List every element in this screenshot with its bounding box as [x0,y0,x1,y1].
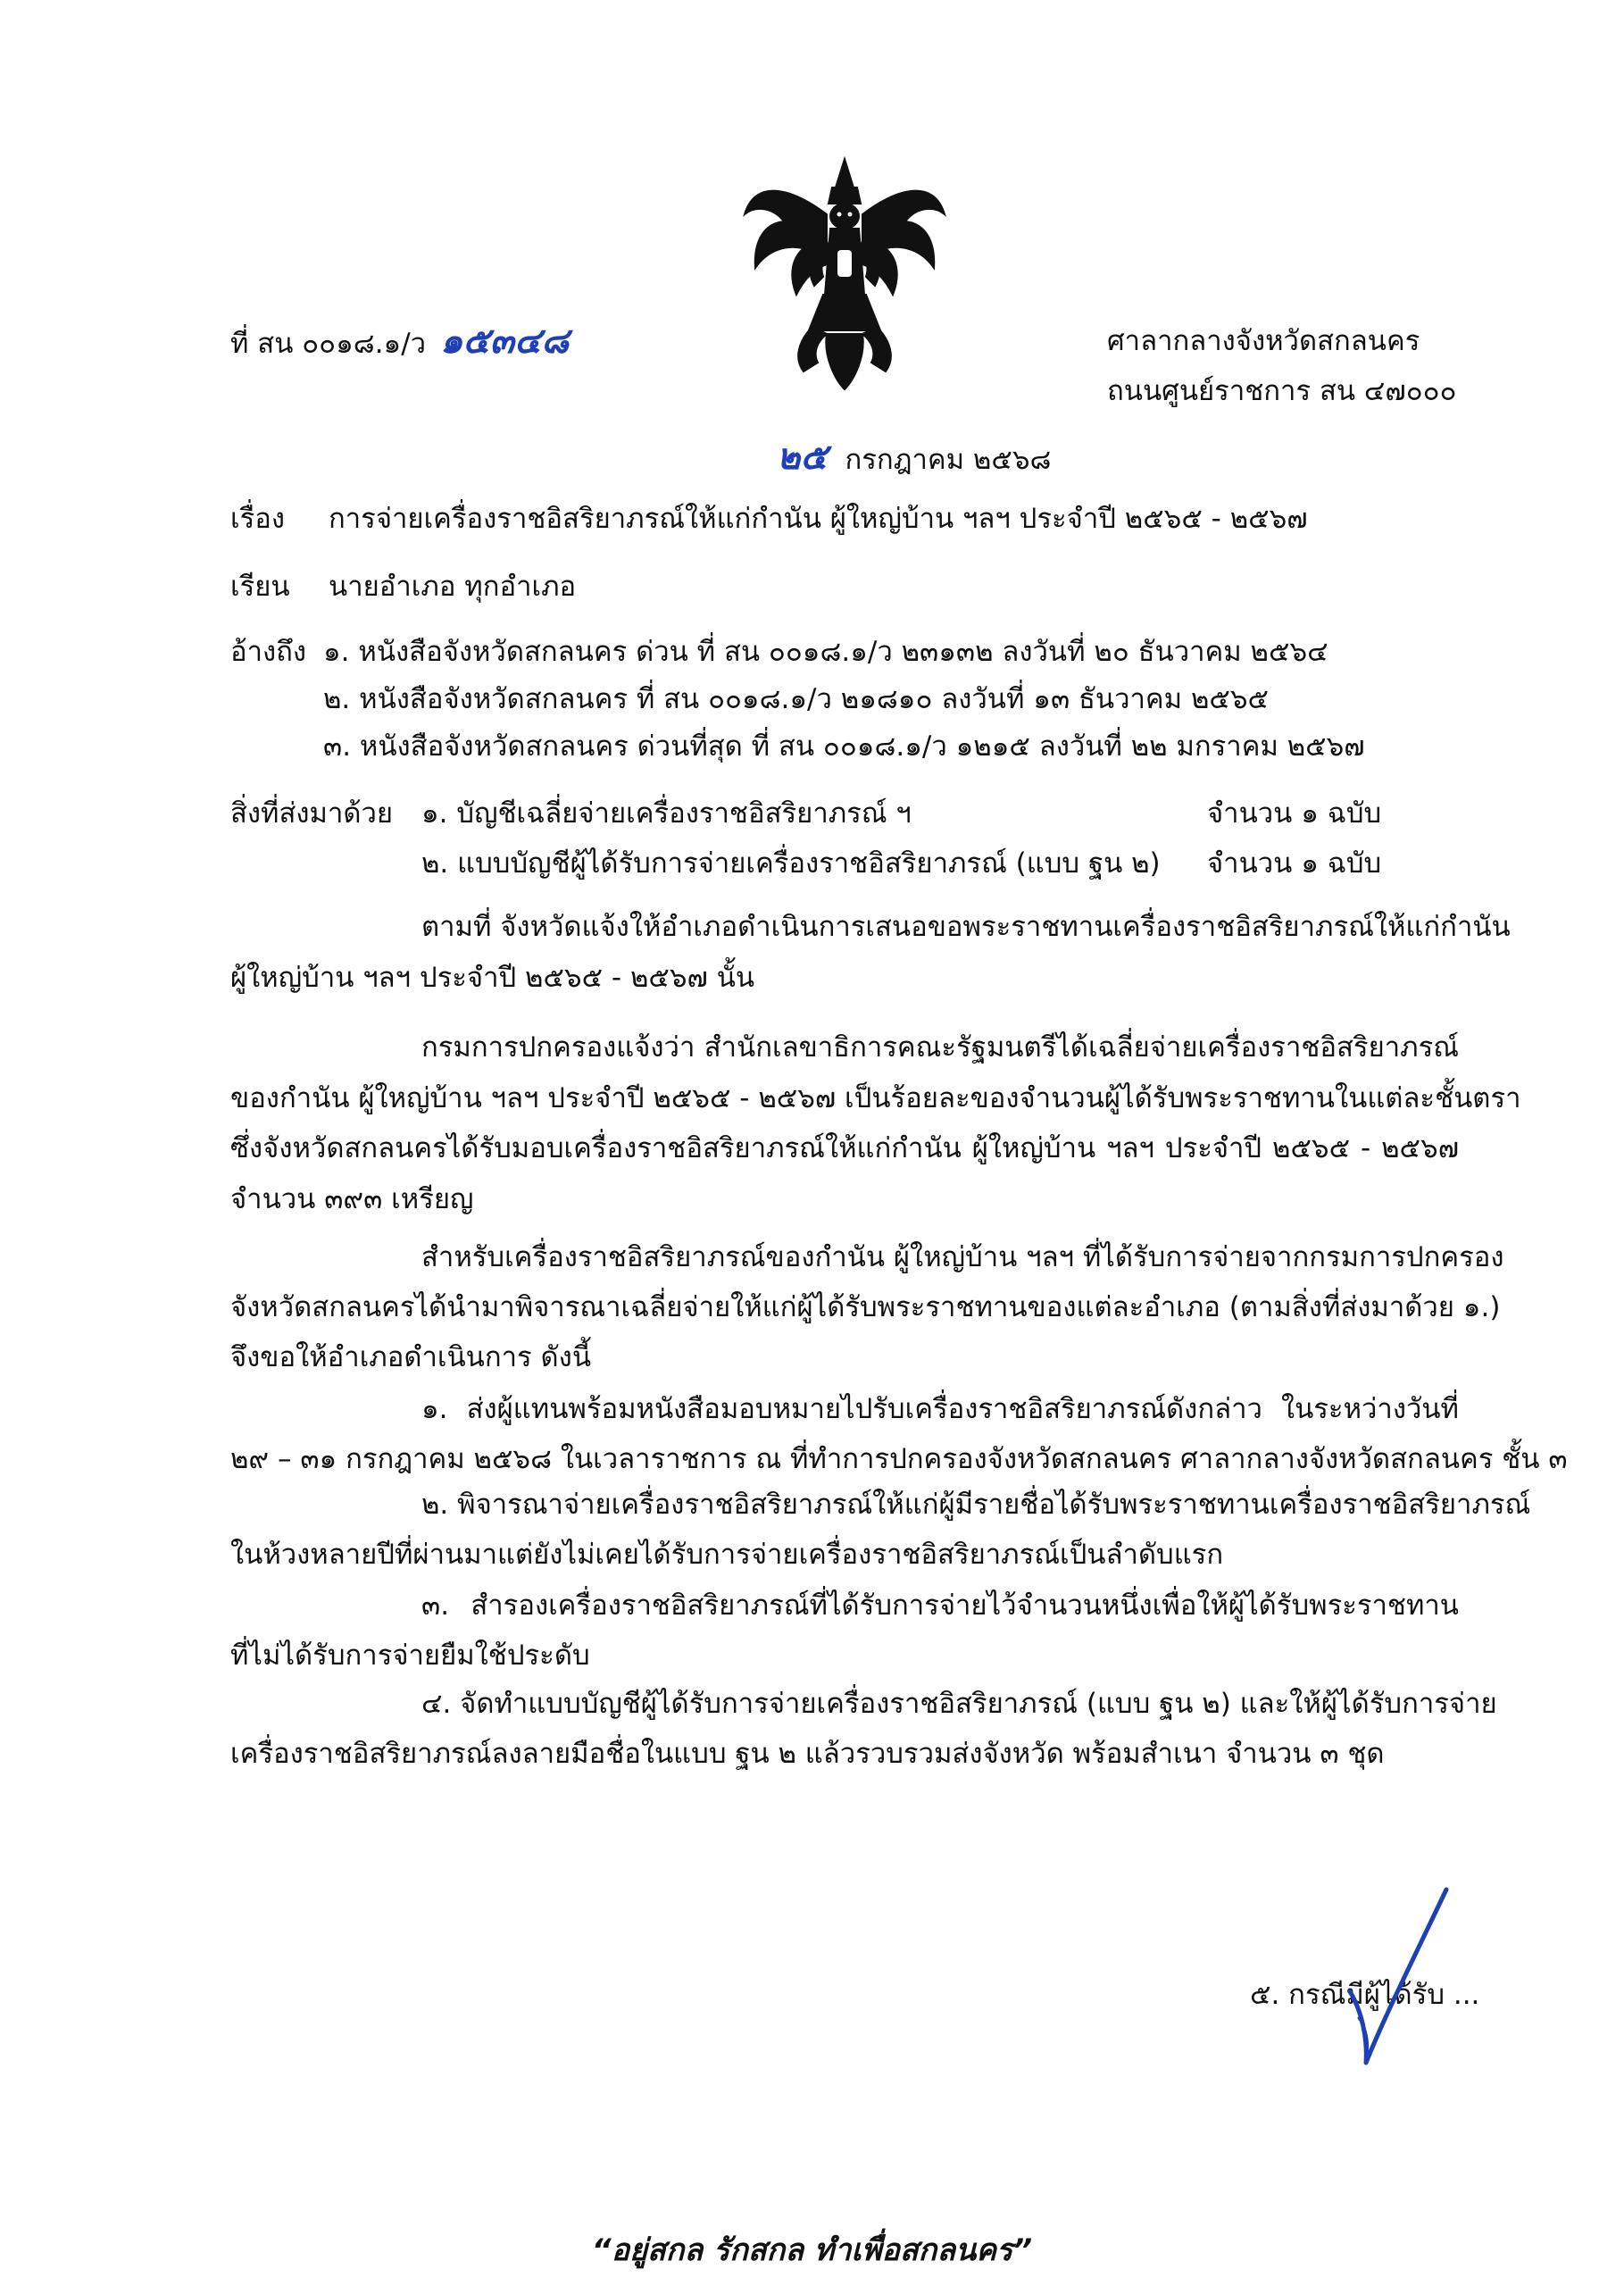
document-date [777,436,1051,479]
enclosure-item: ๒. แบบบัญชีผู้ได้รับการจ่ายเครื่องราชอิสริยาภรณ์ (แบบ ฐน ๒) [421,847,1161,880]
reference-item: ๒. หนังสือจังหวัดสกลนคร ที่ สน ๐๐๑๘.๑/ว ๒๑๘๑๐ ลงวันที่ ๑๓ ธันวาคม ๒๕๖๕ [323,683,1269,715]
handwritten-date-day: ๒๕ [777,436,828,478]
reference-item: ๑. หนังสือจังหวัดสกลนคร ด่วน ที่ สน ๐๐๑๘.๑/ว ๒๓๑๓๒ ลงวันที่ ๒๐ ธันวาคม ๒๕๖๔ [323,636,1328,668]
list-item-line: ๓. สำรองเครื่องราชอิสริยาภรณ์ที่ได้รับการจ่ายไว้จำนวนหนึ่งเพื่อให้ผู้ได้รับพระราชทาน [421,1589,1459,1622]
list-item-line: ที่ไม่ได้รับการจ่ายยืมใช้ประดับ [230,1639,590,1672]
date-month-year: กรกฎาคม ๒๕๖๘ [845,444,1052,476]
recipient-label: เรียน [230,571,290,603]
list-item-line: ๑. ส่งผู้แทนพร้อมหนังสือมอบหมายไปรับเครื่องราชอิสริยาภรณ์ดังกล่าว ในระหว่างวันที่ [421,1393,1459,1425]
reference-item: ๓. หนังสือจังหวัดสกลนคร ด่วนที่สุด ที่ สน ๐๐๑๘.๑/ว ๑๒๑๕ ลงวันที่ ๒๒ มกราคม ๒๕๖๗ [323,730,1365,763]
footer-slogan: “อยู่สกล รักสกล ทำเพื่อสกลนคร” [591,2232,1033,2268]
list-item-line: เครื่องราชอิสริยาภรณ์ลงลายมือชื่อในแบบ ฐน ๒ แล้วรวบรวมส่งจังหวัด พร้อมสำเนา จำนวน ๓ ชุด [230,1738,1385,1770]
list-item-line: ๔. จัดทำแบบบัญชีผู้ได้รับการจ่ายเครื่องราชอิสริยาภรณ์ (แบบ ฐน ๒) และให้ผู้ได้รับการจ่าย [421,1688,1497,1720]
document-number-prefix: ที่ สน ๐๐๑๘.๑/ว [230,328,427,360]
enclosure-quantity: จำนวน ๑ ฉบับ [1207,797,1382,830]
references-label: อ้างถึง [230,636,307,668]
paragraph-line: ผู้ใหญ่บ้าน ฯลฯ ประจำปี ๒๕๖๕ - ๒๕๖๗ นั้น [230,962,755,994]
garuda-emblem-icon [737,152,952,393]
paragraph-line: ของกำนัน ผู้ใหญ่บ้าน ฯลฯ ประจำปี ๒๕๖๕ - ๒๕๖๗ เป็นร้อยละของจำนวนผู้ได้รับพระราชทานในแต่ละชั้นตรา [230,1082,1521,1114]
paragraph-line: กรมการปกครองแจ้งว่า สำนักเลขาธิการคณะรัฐมนตรีได้เฉลี่ยจ่ายเครื่องราชอิสริยาภรณ์ [421,1031,1459,1064]
enclosures-label: สิ่งที่ส่งมาด้วย [230,797,394,830]
paragraph-line: สำหรับเครื่องราชอิสริยาภรณ์ของกำนัน ผู้ใหญ่บ้าน ฯลฯ ที่ได้รับการจ่ายจากกรมการปกครอง [421,1241,1504,1273]
handwritten-check-mark-icon [1339,1884,1455,2072]
paragraph-line: ตามที่ จังหวัดแจ้งให้อำเภอดำเนินการเสนอขอพระราชทานเครื่องราชอิสริยาภรณ์ให้แก่กำนัน [421,911,1511,943]
list-item-line: ๒๙ – ๓๑ กรกฎาคม ๒๕๖๘ ในเวลาราชการ ณ ที่ทำการปกครองจังหวัดสกลนคร ศาลากลางจังหวัดสกลนคร ชั้น ๓ [230,1443,1568,1475]
paragraph-line: ซึ่งจังหวัดสกลนครได้รับมอบเครื่องราชอิสริยาภรณ์ให้แก่กำนัน ผู้ใหญ่บ้าน ฯลฯ ประจำปี ๒๕๖๕ - ๒๕๖๗ [230,1132,1459,1164]
list-item-line: ในห้วงหลายปีที่ผ่านมาแต่ยังไม่เคยได้รับการจ่ายเครื่องราชอิสริยาภรณ์เป็นลำดับแรก [230,1539,1224,1571]
office-name: ศาลากลางจังหวัดสกลนคร [1107,325,1420,357]
recipient-text: นายอำเภอ ทุกอำเภอ [329,571,577,603]
handwritten-document-number: ๑๕๓๔๘ [439,320,570,362]
continuation-marker: ๕. กรณีมีผู้ได้รับ ... [1250,1979,1480,2011]
subject-text: การจ่ายเครื่องราชอิสริยาภรณ์ให้แก่กำนัน ผู้ใหญ่บ้าน ฯลฯ ประจำปี ๒๕๖๕ - ๒๕๖๗ [329,503,1308,535]
enclosure-item: ๑. บัญชีเฉลี่ยจ่ายเครื่องราชอิสริยาภรณ์ ฯ [421,797,912,830]
paragraph-line: จำนวน ๓๙๓ เหรียญ [230,1183,474,1215]
office-address: ถนนศูนย์ราชการ สน ๔๗๐๐๐ [1107,375,1457,407]
paragraph-line: จังหวัดสกลนครได้นำมาพิจารณาเฉลี่ยจ่ายให้แก่ผู้ได้รับพระราชทานของแต่ละอำเภอ (ตามสิ่งที่ส่งมาด้วย ๑.) [230,1291,1501,1323]
list-item-line: ๒. พิจารณาจ่ายเครื่องราชอิสริยาภรณ์ให้แก่ผู้มีรายชื่อได้รับพระราชทานเครื่องราชอิสริยาภรณ์ [421,1489,1531,1521]
document-number [230,320,569,363]
paragraph-line: จึงขอให้อำเภอดำเนินการ ดังนี้ [230,1341,592,1373]
subject-label: เรื่อง [230,503,286,535]
enclosure-quantity: จำนวน ๑ ฉบับ [1207,847,1382,880]
